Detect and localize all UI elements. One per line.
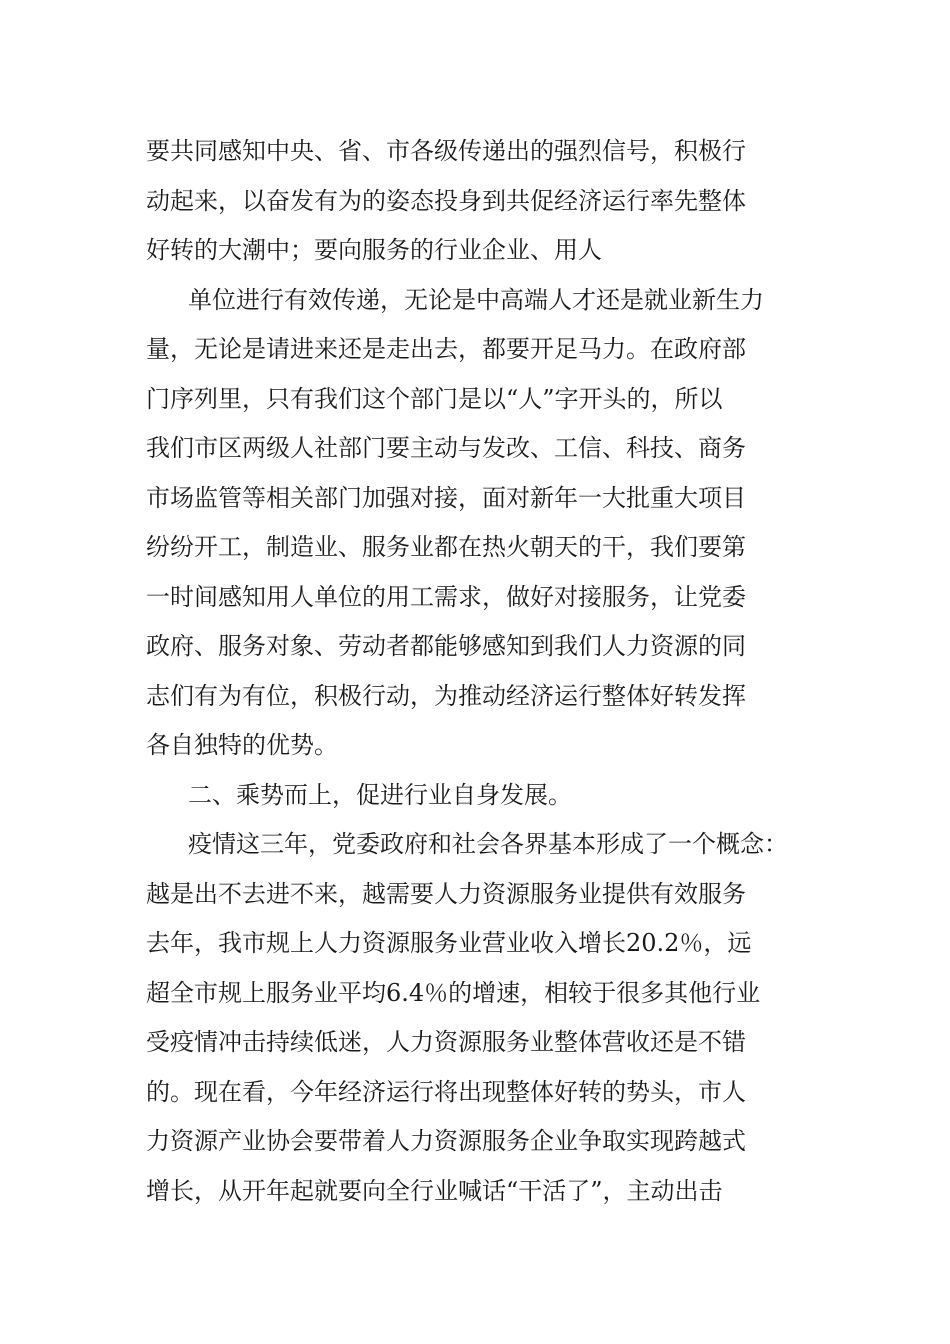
paragraph-3-line: 去年，我市规上人力资源服务业营业收入增长20.2％，远 [146,929,752,957]
paragraph-2-line: 志们有为有位，积极行动，为推动经济运行整体好转发挥 [146,681,746,710]
paragraph-3-line: 疫情这三年，党委政府和社会各界基本形成了一个概念： [188,830,788,858]
paragraph-2-line: 量，无论是请进来还是走出去，都要开足马力。在政府部 [146,335,746,363]
paragraph-2-line: 各自独特的优势。 [146,731,338,759]
paragraph-3-line: 力资源产业协会要带着人力资源服务企业争取实现跨越式 [146,1127,746,1155]
body-text [146,127,816,1216]
paragraph-2-line: 我们市区两级人社部门要主动与发改、工信、科技、商务 [146,434,746,462]
section-heading: 二、乘势而上，促进行业自身发展。 [188,780,572,809]
paragraph-1-line: 好转的大潮中；要向服务的行业企业、用人 [146,236,602,264]
paragraph-3-line: 的。现在看，今年经济运行将出现整体好转的势头，市人 [146,1077,746,1106]
paragraph-2-line: 门序列里，只有我们这个部门是以“人”字开头的，所以 [146,384,723,413]
paragraph-2-line: 市场监管等相关部门加强对接，面对新年一大批重大项目 [146,483,746,512]
paragraph-2-line: 单位进行有效传递，无论是中高端人才还是就业新生力 [188,285,764,314]
paragraph-3-line: 越是出不去进不来，越需要人力资源服务业提供有效服务 [146,879,746,908]
paragraph-2-line: 纷纷开工，制造业、服务业都在热火朝天的干，我们要第 [146,533,746,561]
paragraph-3-line: 超全市规上服务业平均6.4％的增速，相较于很多其他行业 [146,978,761,1007]
paragraph-1-line: 动起来，以奋发有为的姿态投身到共促经济运行率先整体 [146,186,746,215]
paragraph-2-line: 一时间感知用人单位的用工需求，做好对接服务，让党委 [146,582,746,611]
paragraph-2-line: 政府、服务对象、劳动者都能够感知到我们人力资源的同 [146,632,746,660]
paragraph-3-line: 受疫情冲击持续低迷，人力资源服务业整体营收还是不错 [146,1028,746,1056]
paragraph-1-line: 要共同感知中央、省、市各级传递出的强烈信号，积极行 [146,137,746,165]
paragraph-3-line: 增长，从开年起就要向全行业喊话“干活了”，主动出击 [146,1176,723,1205]
